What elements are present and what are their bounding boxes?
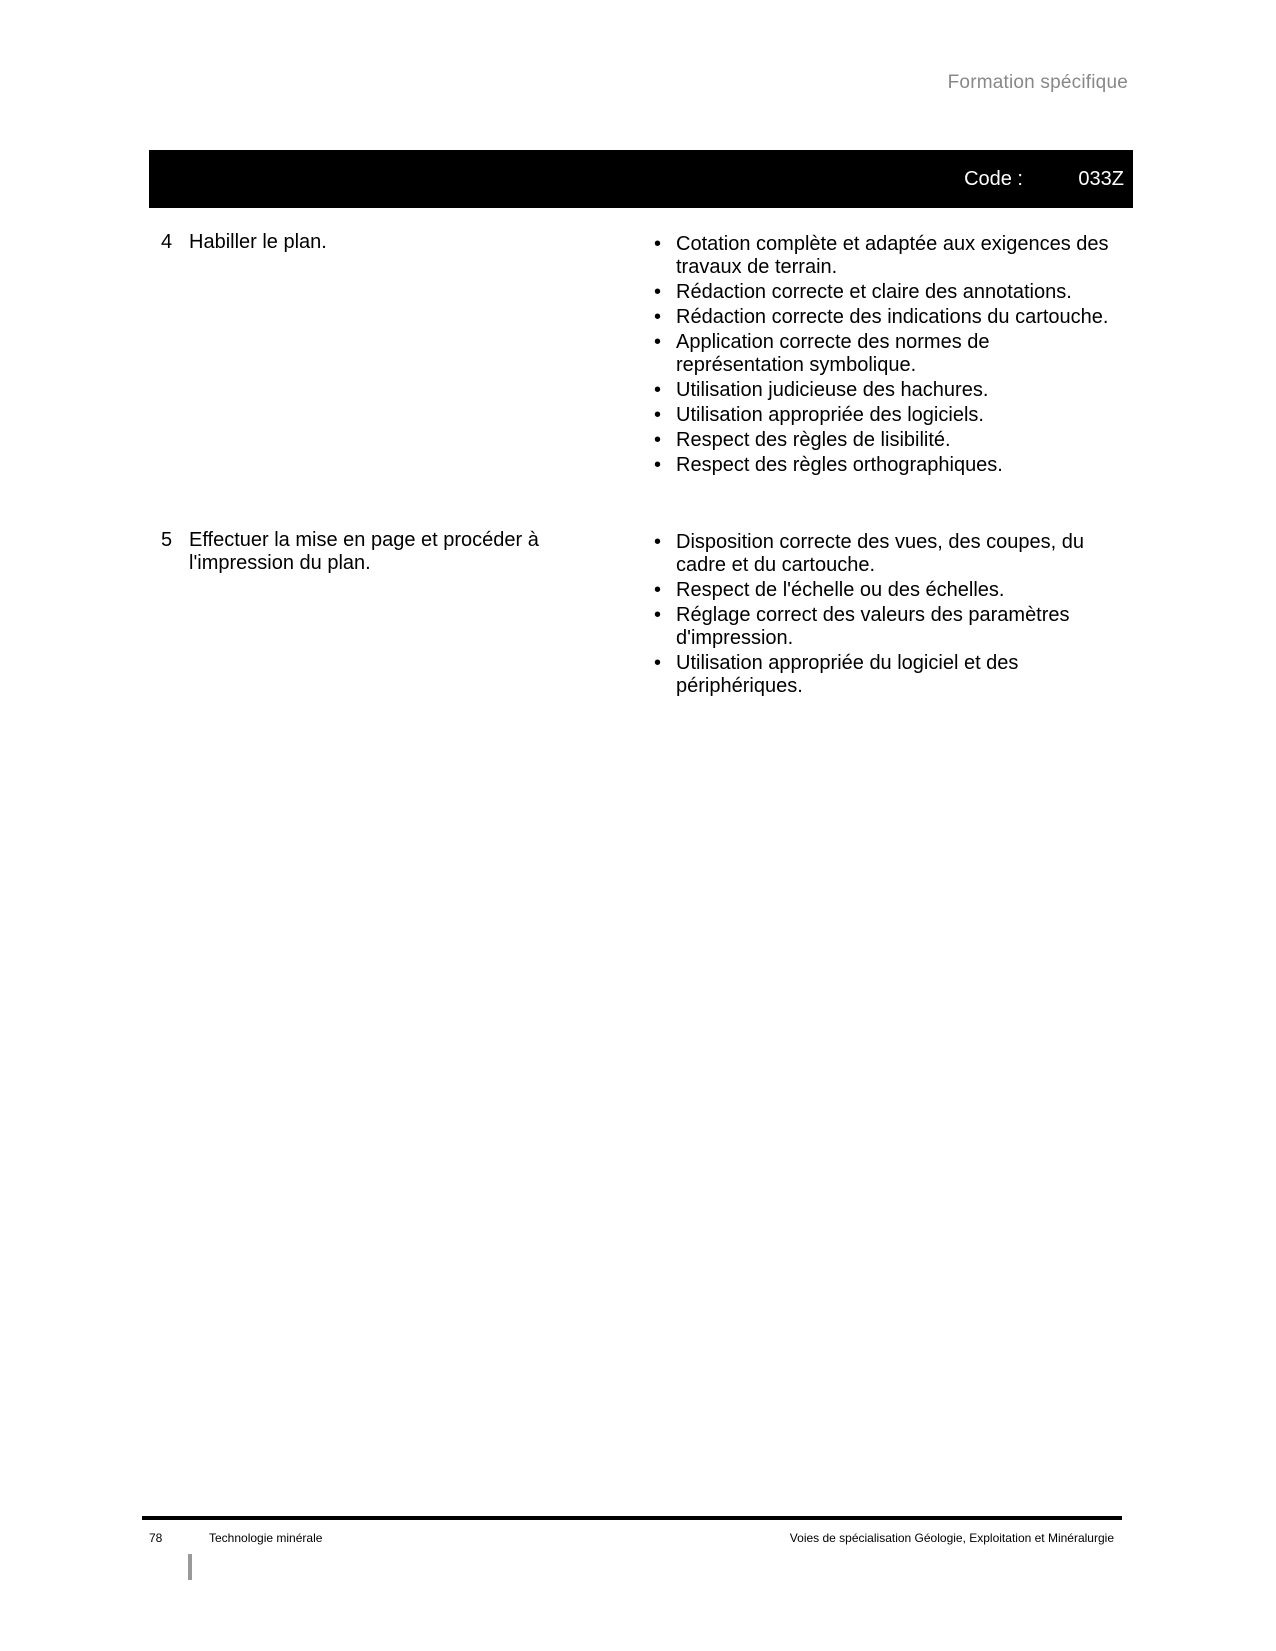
- bullet-icon: •: [654, 306, 662, 328]
- list-item: • Cotation complète et adaptée aux exigences des travaux de terrain.: [654, 233, 1109, 278]
- element-number: 4: [161, 231, 173, 253]
- bullet-icon: •: [654, 331, 662, 353]
- list-item: • Respect de l'échelle ou des échelles.: [654, 579, 1005, 601]
- performance-criteria-list: [654, 531, 1114, 700]
- performance-criteria-list: [654, 233, 1114, 479]
- footer-marker: [188, 1554, 192, 1580]
- element-number: 5: [161, 529, 173, 551]
- bullet-icon: •: [654, 604, 662, 626]
- footer-divider: [142, 1516, 1122, 1520]
- list-item: • Disposition correcte des vues, des coupes, du cadre et du cartouche.: [654, 531, 1084, 576]
- list-item: • Rédaction correcte et claire des annotations.: [654, 281, 1072, 303]
- code-bar: [149, 150, 1133, 208]
- element-statement: [161, 529, 581, 575]
- bullet-icon: •: [654, 531, 662, 553]
- list-item: • Rédaction correcte des indications du cartouche.: [654, 306, 1109, 328]
- element-statement: [161, 231, 581, 254]
- page-number: 78: [149, 1531, 163, 1545]
- list-item: • Application correcte des normes de représentation symbolique.: [654, 331, 990, 376]
- code-value: 033Z: [1078, 168, 1124, 190]
- section-title: Formation spécifique: [947, 72, 1128, 93]
- bullet-icon: •: [654, 652, 662, 674]
- list-item: • Respect des règles de lisibilité.: [654, 429, 951, 451]
- bullet-icon: •: [654, 281, 662, 303]
- program-name: Technologie minérale: [209, 1531, 323, 1545]
- list-item: • Utilisation judicieuse des hachures.: [654, 379, 989, 401]
- list-item: • Réglage correct des valeurs des paramètres d'impression.: [654, 604, 1070, 649]
- element-text: Effectuer la mise en page et procéder à l'impression du plan.: [189, 529, 539, 574]
- element-text: Habiller le plan.: [189, 231, 327, 253]
- list-item: • Utilisation appropriée des logiciels.: [654, 404, 984, 426]
- bullet-icon: •: [654, 429, 662, 451]
- specialization-tracks: Voies de spécialisation Géologie, Exploitation et Minéralurgie: [789, 1531, 1114, 1545]
- code-label: Code :: [964, 168, 1023, 190]
- bullet-icon: •: [654, 379, 662, 401]
- list-item: • Respect des règles orthographiques.: [654, 454, 1003, 476]
- list-item: • Utilisation appropriée du logiciel et des périphériques.: [654, 652, 1019, 697]
- bullet-icon: •: [654, 233, 662, 255]
- bullet-icon: •: [654, 404, 662, 426]
- bullet-icon: •: [654, 454, 662, 476]
- bullet-icon: •: [654, 579, 662, 601]
